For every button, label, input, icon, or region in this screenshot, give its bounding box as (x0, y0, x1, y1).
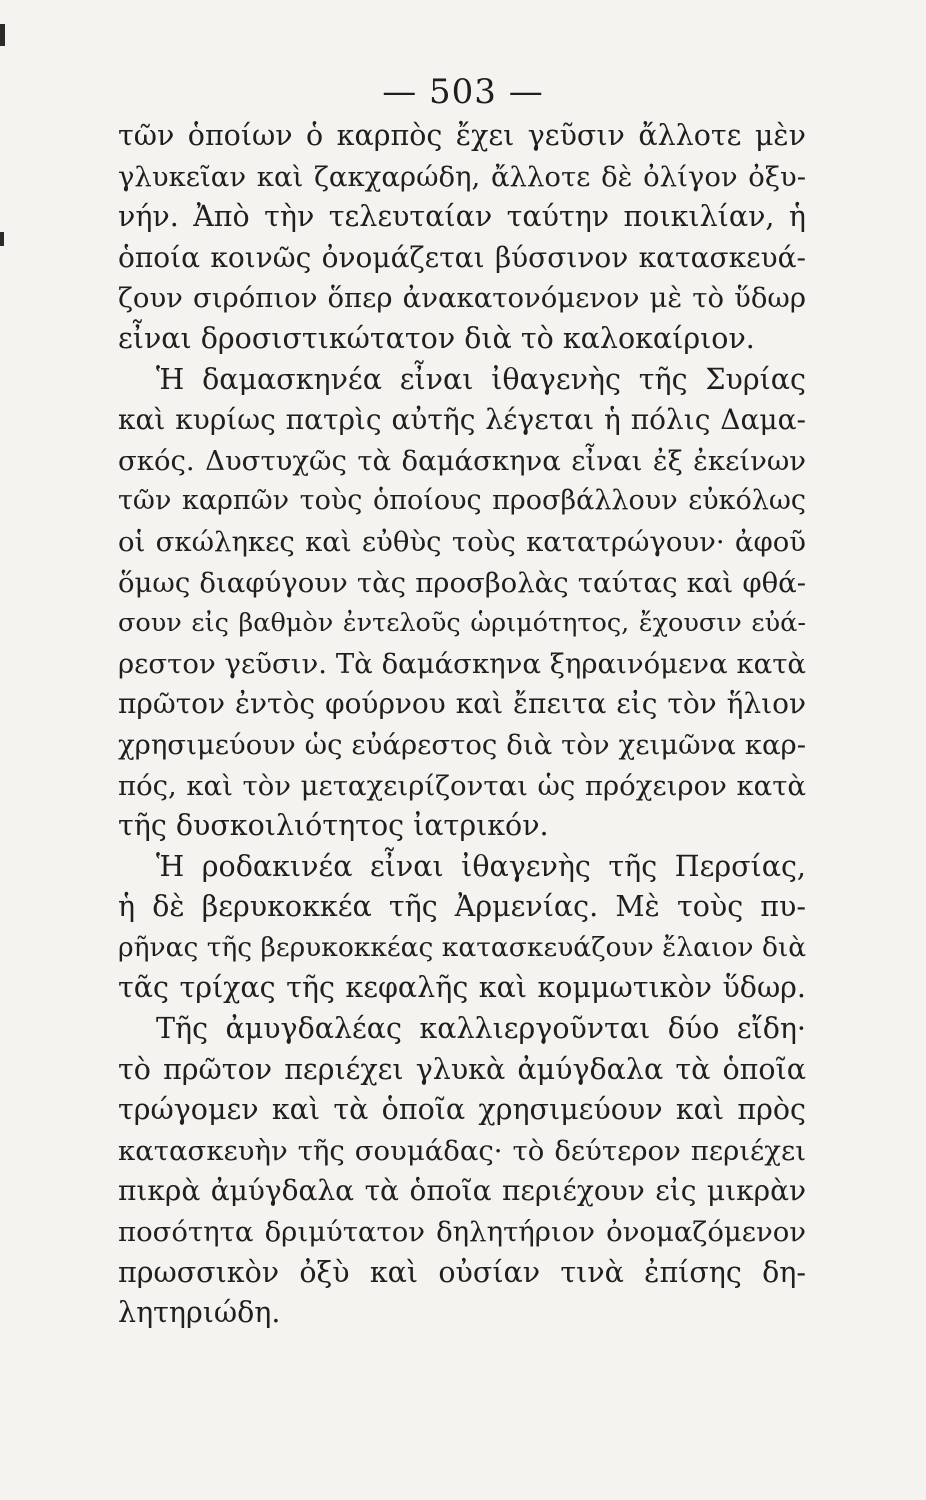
text-line: νήν. Ἀπὸ τὴν τελευταίαν ταύτην ποικιλίαν, ἡ (118, 200, 806, 234)
text-line: σκός. Δυστυχῶς τὰ δαμάσκηνα εἶναι ἐξ ἐκείνων (118, 444, 806, 477)
binding-mark-lower (0, 232, 4, 246)
text-line: τῶν καρπῶν τοὺς ὁποίους προσβάλλουν εὐκόλως (118, 485, 806, 517)
text-line: τρώγομεν καὶ τὰ ὁποῖα χρησιμεύουν καὶ πρὸς (118, 1093, 806, 1127)
text-line: πικρὰ ἀμύγδαλα τὰ ὁποῖα περιέχουν εἰς μικρὰν (118, 1174, 806, 1208)
text-line: ρεστον γεῦσιν. Τὰ δαμάσκηνα ξηραινόμενα κατὰ (118, 647, 806, 680)
text-line: Τῆς ἀμυγδαλέας καλλιεργοῦνται δύο εἴδη· (156, 1012, 806, 1046)
body-text (118, 116, 806, 1334)
text-line: Ἡ ροδακινέα εἶναι ἰθαγενὴς τῆς Περσίας, (156, 849, 806, 883)
text-line: πρῶτον ἐντὸς φούρνου καὶ ἔπειτα εἰς τὸν ἥλιον (118, 687, 806, 721)
text-line: τὸ πρῶτον περιέχει γλυκὰ ἀμύγδαλα τὰ ὁποῖα (118, 1052, 806, 1086)
text-line: καὶ κυρίως πατρὶς αὐτῆς λέγεται ἡ πόλις Δαμα- (118, 403, 806, 437)
text-line: πρωσσικὸν ὀξὺ καὶ οὐσίαν τινὰ ἐπίσης δη- (118, 1255, 806, 1289)
text-line: χρησιμεύουν ὡς εὐάρεστος διὰ τὸν χειμῶνα καρ- (118, 728, 806, 761)
text-line: ἡ δὲ βερυκοκκέα τῆς Ἀρμενίας. Μὲ τοὺς πυ- (118, 890, 806, 924)
text-line: ζουν σιρόπιον ὅπερ ἀνακατονόμενον μὲ τὸ ὕδωρ (118, 282, 806, 315)
text-line: τῶν ὁποίων ὁ καρπὸς ἔχει γεῦσιν ἄλλοτε μὲν (118, 119, 806, 152)
text-line: ρῆνας τῆς βερυκοκκέας κατασκευάζουν ἔλαιον διὰ (118, 931, 807, 963)
text-line: ποσότητα δριμύτατον δηλητήριον ὀνομαζόμενον (118, 1216, 806, 1249)
text-line: σουν εἰς βαθμὸν ἐντελοῦς ὡριμότητος, ἔχουσιν εὐά- (118, 608, 806, 639)
text-line: λητηριώδη. (118, 1296, 281, 1330)
text-line: ὅμως διαφύγουν τὰς προσβολὰς ταύτας καὶ φθά- (118, 566, 806, 599)
text-line: τᾶς τρίχας τῆς κεφαλῆς καὶ κομμωτικὸν ὕδωρ. (118, 971, 806, 1005)
page-number: — 503 — (382, 72, 544, 112)
text-line: κατασκευὴν τῆς σουμάδας· τὸ δεύτερον περιέχει (118, 1134, 806, 1167)
text-line: εἶναι δροσιστικώτατον διὰ τὸ καλοκαίριον. (118, 321, 755, 355)
binding-mark (0, 24, 5, 46)
text-line: ὁποία κοινῶς ὀνομάζεται βύσσινον κατασκευά- (118, 240, 806, 274)
text-line: γλυκεῖαν καὶ ζακχαρώδη, ἄλλοτε δὲ ὀλίγον ὀξυ- (118, 160, 806, 193)
text-line: πός, καὶ τὸν μεταχειρίζονται ὡς πρόχειρον κατὰ (118, 769, 806, 802)
text-line: τῆς δυσκοιλιότητος ἰατρικόν. (118, 809, 549, 843)
text-line: Ἡ δαμασκηνέα εἶναι ἰθαγενὴς τῆς Συρίας (156, 362, 806, 396)
text-line: οἱ σκώληκες καὶ εὐθὺς τοὺς κατατρώγουν· ἀφοῦ (118, 525, 806, 558)
